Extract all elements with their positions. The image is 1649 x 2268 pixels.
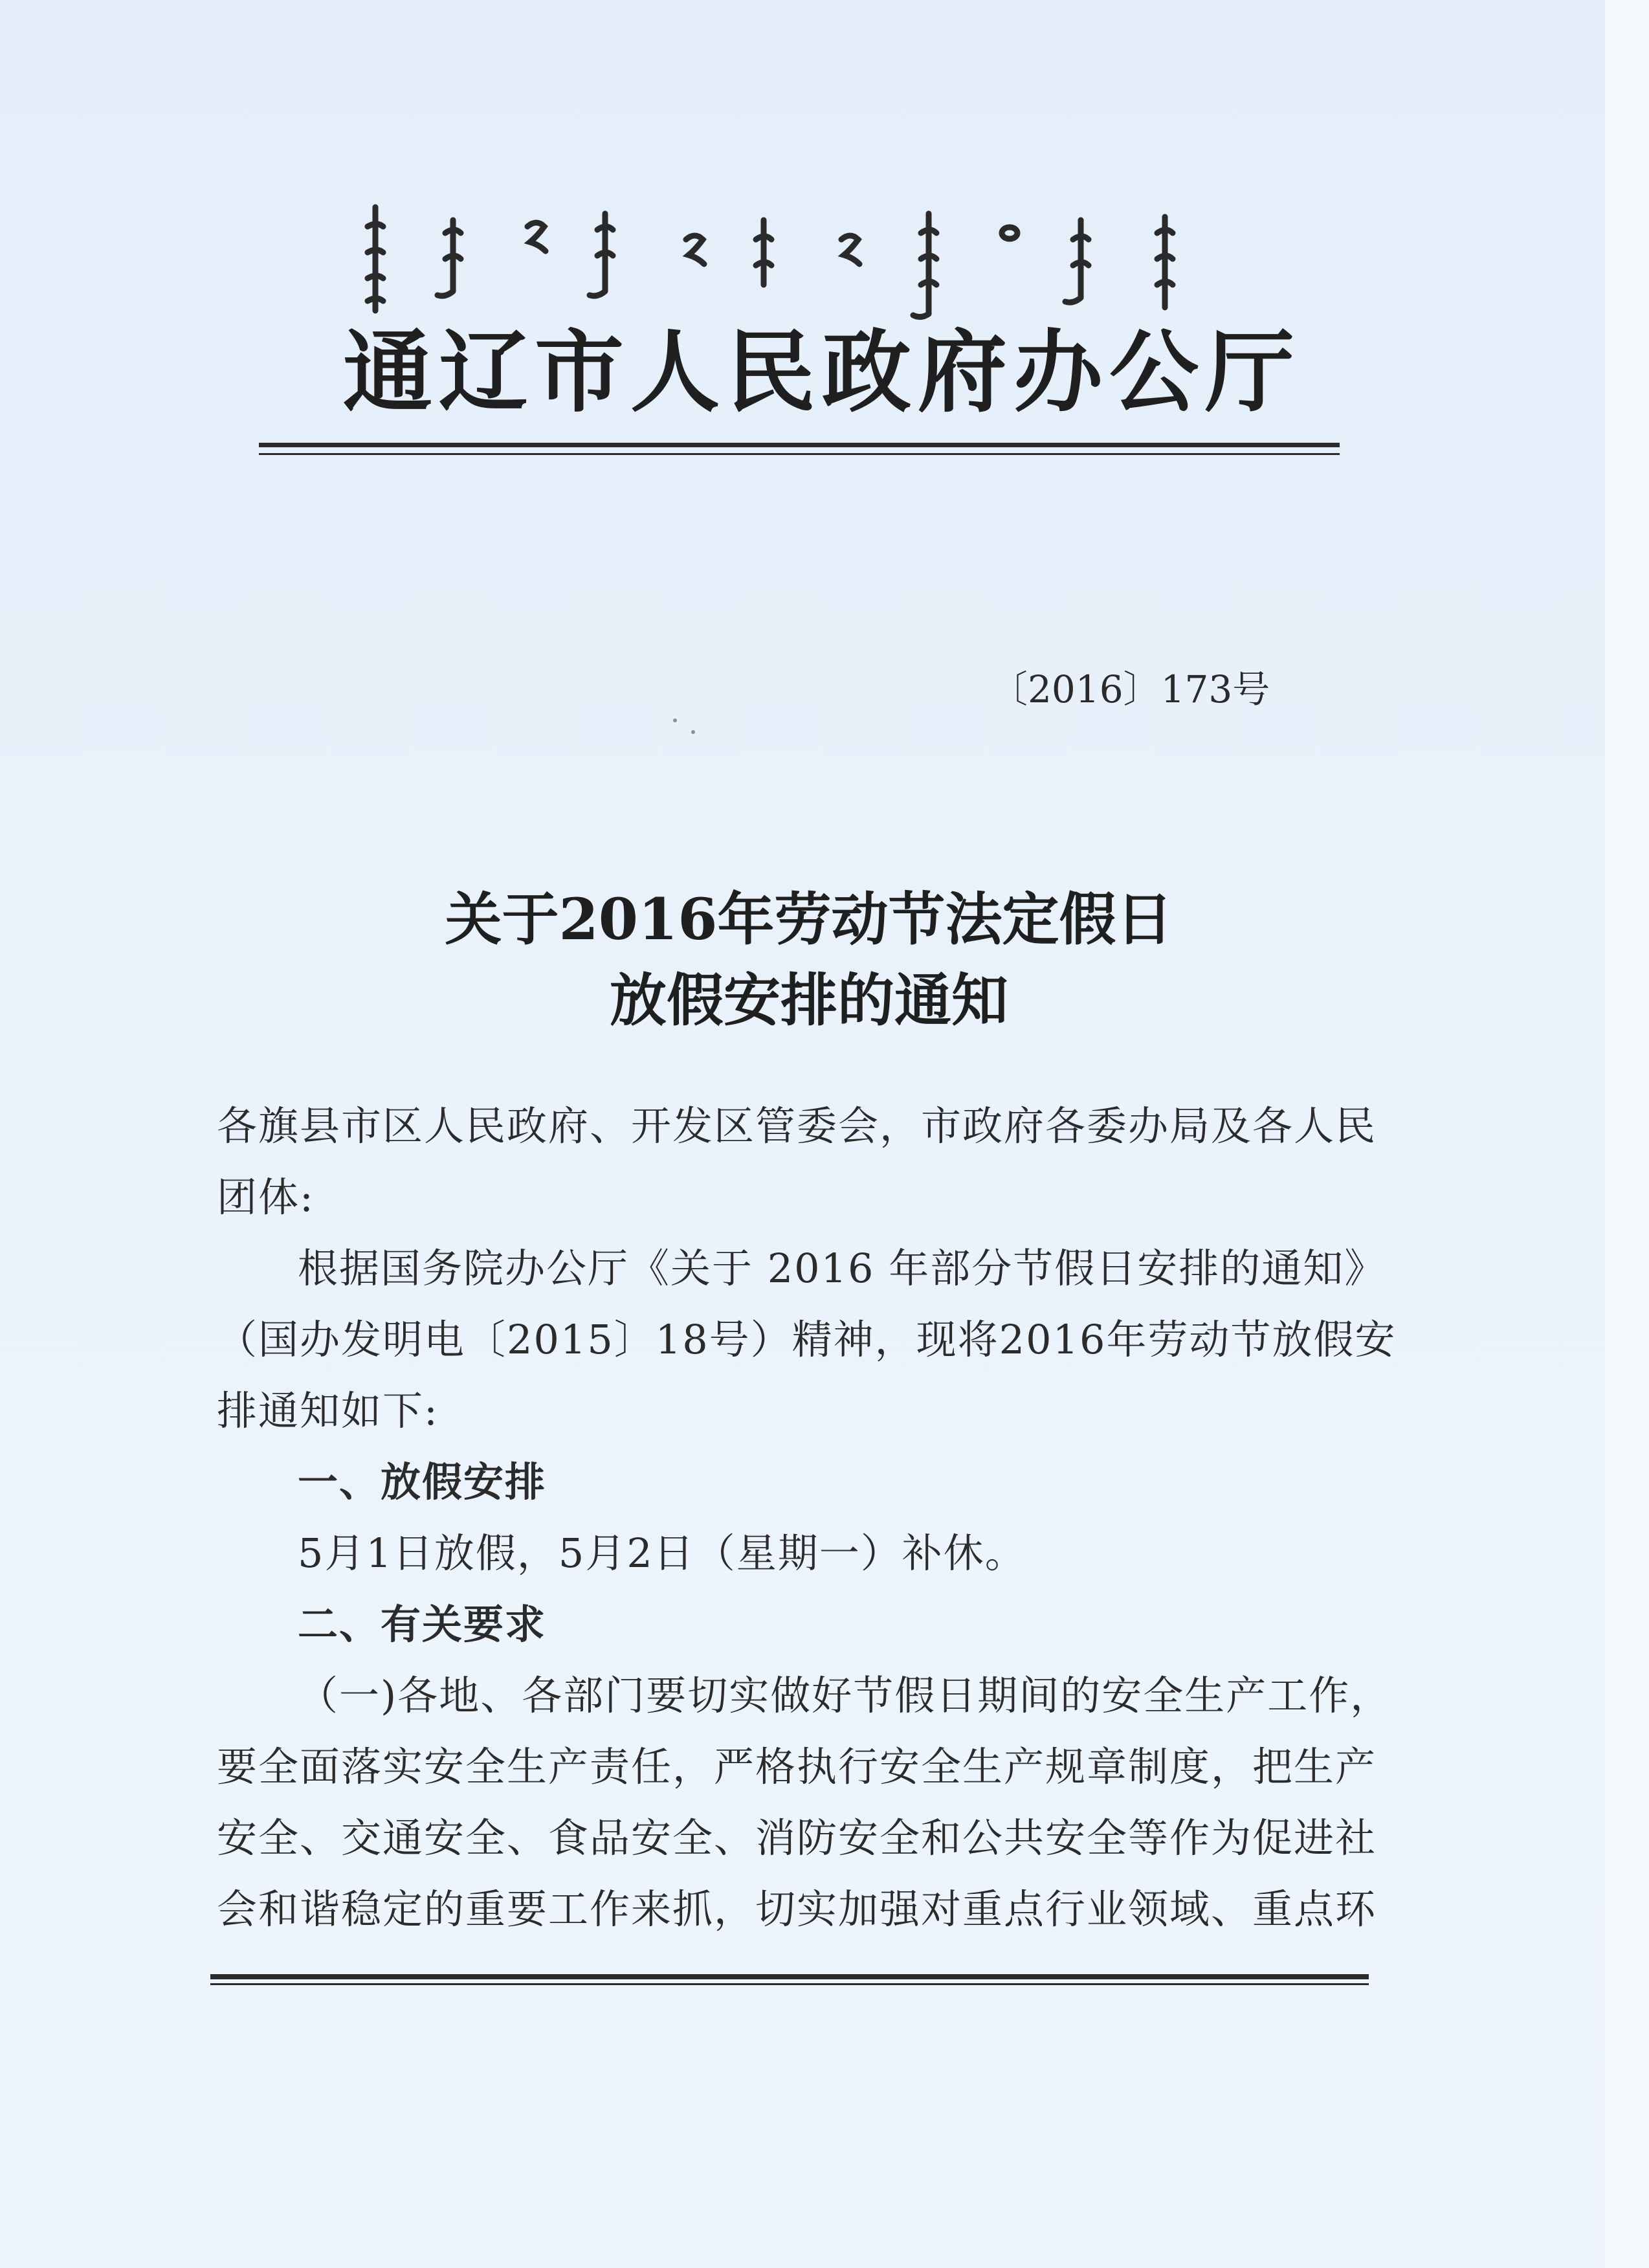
header-rule-thin: [259, 453, 1340, 455]
document-number: 〔2016〕173号: [990, 667, 1270, 711]
section-heading-2: 二、有关要求: [298, 1601, 547, 1648]
body-line-12: 会和谐稳定的重要工作来抓，切实加强对重点行业领域、重点环: [217, 1885, 1377, 1933]
body-line-10: 要全面落实安全生产责任，严格执行安全生产规章制度，把生产: [217, 1743, 1377, 1790]
body-line-11: 安全、交通安全、食品安全、消防安全和公共安全等作为促进社: [217, 1814, 1377, 1862]
body-line-1: 各旗县市区人民政府、开发区管委会，市政府各委办局及各人民: [217, 1102, 1377, 1150]
page-edge: [1605, 0, 1649, 2268]
footer-rule-thick: [210, 1974, 1369, 1979]
body-line-5: 排通知如下:: [217, 1387, 439, 1434]
body-line-9: （一)各地、各部门要切实做好节假日期间的安全生产工作，: [298, 1672, 1392, 1719]
title-line-2: 放假安排的通知: [609, 966, 1008, 1034]
body-line-2: 团体:: [217, 1173, 315, 1221]
scan-speck: [691, 730, 695, 734]
body-line-4: （国办发明电〔2015〕18号）精神，现将2016年劳动节放假安: [217, 1316, 1397, 1363]
mongolian-script-graphic: [362, 194, 1217, 324]
header-rule-thick: [259, 443, 1340, 447]
footer-rule-thin: [210, 1983, 1369, 1985]
title-line-1: 关于2016年劳动节法定假日: [445, 885, 1173, 953]
mongolian-script-header: [362, 194, 1217, 324]
body-line-3: 根据国务院办公厅《关于 2016 年部分节假日安排的通知》: [298, 1245, 1386, 1292]
section-heading-1: 一、放假安排: [298, 1458, 547, 1506]
body-line-7: 5月1日放假，5月2日（星期一）补休。: [298, 1529, 1026, 1577]
scan-speck: [673, 718, 677, 722]
issuing-office-name: 通辽市人民政府办公厅: [343, 319, 1301, 425]
